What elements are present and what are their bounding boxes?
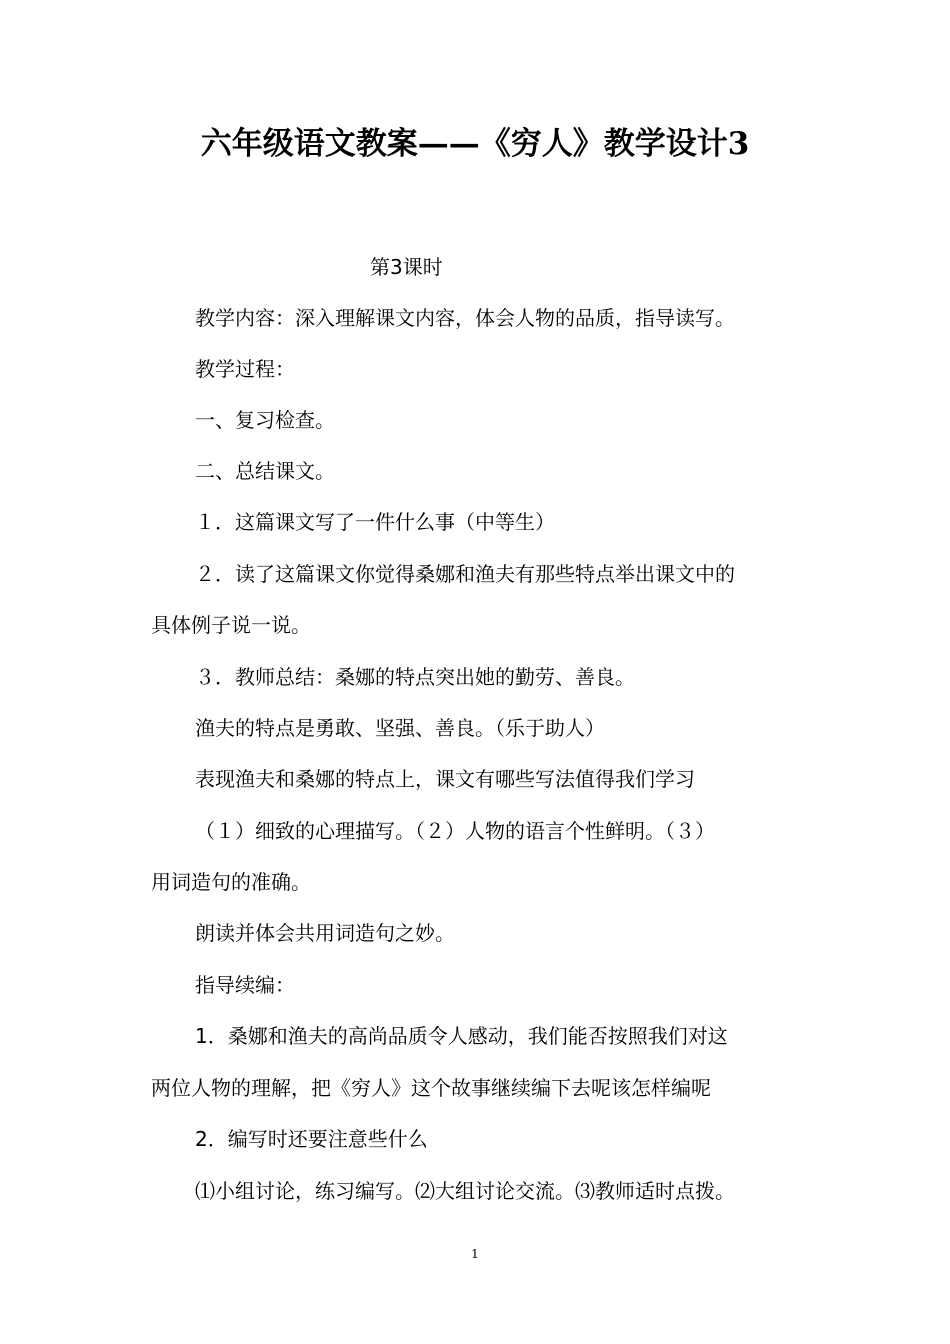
- text-line-process: 教学过程：: [195, 357, 295, 381]
- text-line-continuation-1-cont: 两位人物的理解，把《穷人》这个故事继续编下去呢该怎样编呢: [151, 1076, 711, 1100]
- text-line-item-3: ３．教师总结：桑娜的特点突出她的勤劳、善良。: [195, 665, 635, 689]
- text-line-item-2: ２．读了这篇课文你觉得桑娜和渔夫有那些特点举出课文中的: [195, 562, 735, 586]
- lesson-subtitle: 第3课时: [370, 255, 443, 279]
- text-line-fisherman: 渔夫的特点是勇敢、坚强、善良。（乐于助人）: [195, 716, 605, 740]
- text-line-methods-list: （１）细致的心理描写。（２）人物的语言个性鲜明。（３）: [195, 819, 715, 843]
- text-line-methods-list-cont: 用词造句的准确。: [151, 870, 311, 894]
- text-line-writing-methods: 表现渔夫和桑娜的特点上，课文有哪些写法值得我们学习: [195, 767, 695, 791]
- document-title: 六年级语文教案——《穷人》教学设计3: [200, 126, 750, 162]
- text-line-content: 教学内容：深入理解课文内容，体会人物的品质，指导读写。: [195, 306, 735, 330]
- text-line-continuation-1: 1．桑娜和渔夫的高尚品质令人感动，我们能否按照我们对这: [195, 1024, 728, 1048]
- text-line-steps: ⑴小组讨论，练习编写。⑵大组讨论交流。⑶教师适时点拨。: [195, 1179, 735, 1203]
- page-number: 1: [471, 1247, 479, 1261]
- text-line-summary: 二、总结课文。: [195, 459, 335, 483]
- text-line-continuation-heading: 指导续编：: [195, 973, 295, 997]
- text-line-review: 一、复习检查。: [195, 408, 335, 432]
- text-line-read-aloud: 朗读并体会共用词造句之妙。: [195, 921, 455, 945]
- text-line-item-2-cont: 具体例子说一说。: [151, 613, 311, 637]
- text-line-item-1: １．这篇课文写了一件什么事（中等生）: [195, 510, 555, 534]
- text-line-continuation-2: 2．编写时还要注意些什么: [195, 1127, 428, 1151]
